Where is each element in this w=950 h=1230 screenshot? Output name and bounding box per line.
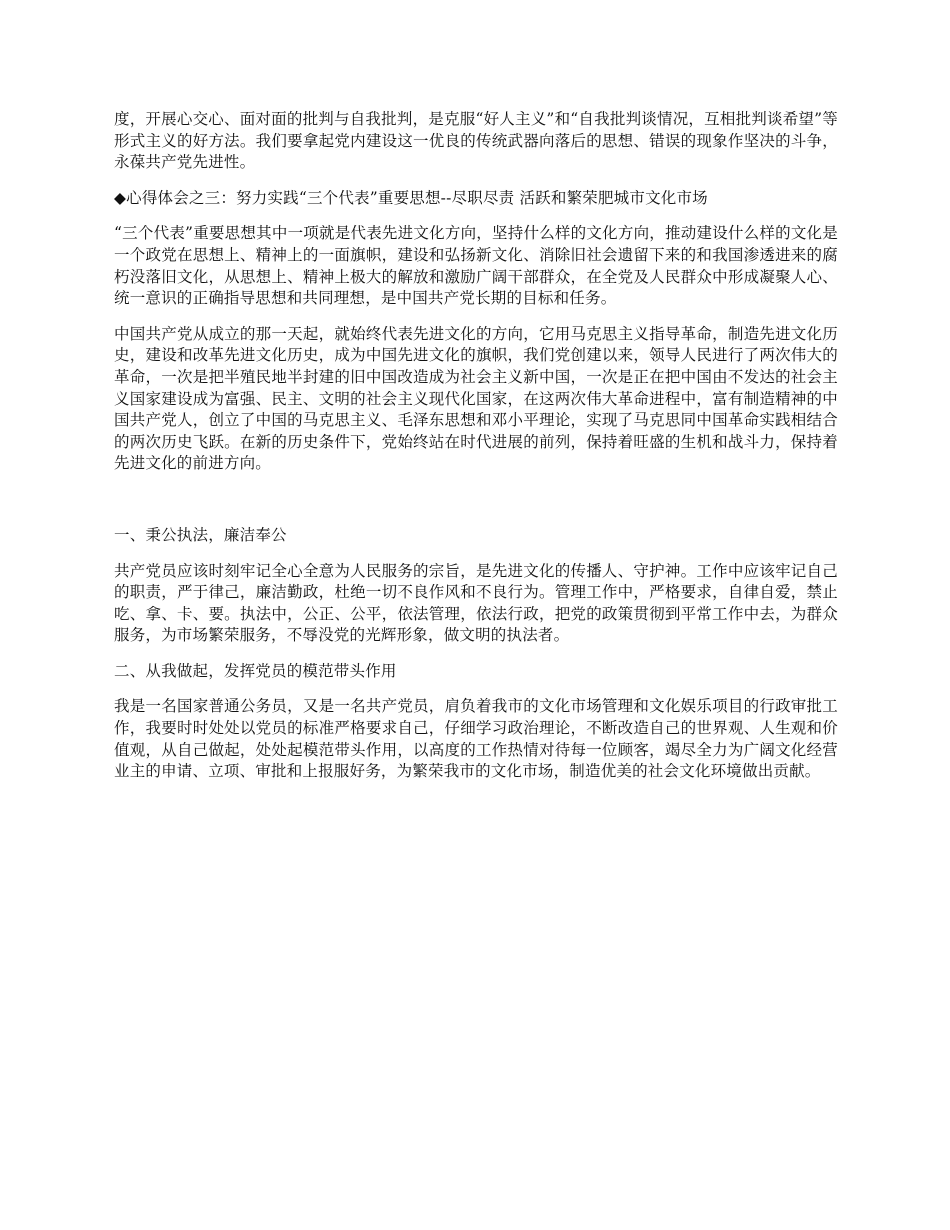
paragraph-model-role: 我是一名国家普通公务员，又是一名共产党员，肩负着我市的文化市场管理和文化娱乐项目的行政审批工作，我要时时处处以党员的标准严格要求自己，仔细学习政治理论，不断改造自己的世界观、人生观和价值观，从自己做起，处处起模范带头作用，以高度的工作热情对待每一位顾客，竭尽全力为广阔文化经营业主的申请、立项、审批和上报服好务，为繁荣我市的文化市场，制造优美的社会文化环境做出贡献。 [114,697,838,781]
paragraph-law-enforcement: 共产党员应该时刻牢记全心全意为人民服务的宗旨，是先进文化的传播人、守护神。工作中应该牢记自己的职责，严于律己，廉洁勤政，杜绝一切不良作风和不良行为。管理工作中，严格要求，自律自爱，禁止吃、拿、卡、要。执法中，公正、公平，依法管理，依法行政，把党的政策贯彻到平常工作中去，为群众服务，为市场繁荣服务，不辱没党的光辉形象，做文明的执法者。 [114,561,838,645]
subheading-model-role: 二、从我做起，发挥党员的模范带头作用 [114,661,397,680]
paragraph-criticism-method: 度，开展心交心、面对面的批判与自我批判，是克服“好人主义”和“自我批判谈情况，互相批判谈希望”等形式主义的好方法。我们要拿起党内建设这一优良的传统武器向落后的思想、错误的现象作坚决的斗争，永葆共产党先进性。 [114,110,838,172]
section-heading-three-represents: ◆心得体会之三：努力实践“三个代表”重要思想--尽职尽责 活跃和繁荣肥城市文化市场 [114,188,708,207]
paragraph-party-history: 中国共产党从成立的那一天起，就始终代表先进文化的方向，它用马克思主义指导革命，制造先进文化历史，建设和改革先进文化历史，成为中国先进文化的旗帜，我们党创建以来，领导人民进行了两次伟大的革命，一次是把半殖民地半封建的旧中国改造成为社会主义新中国，一次是正在把中国由不发达的社会主义国家建设成为富强、民主、文明的社会主义现代化国家，在这两次伟大革命进程中，富有制造精神的中国共产党人，创立了中国的马克思主义、毛泽东思想和邓小平理论，实现了马克思同中国革命实践相结合的两次历史飞跃。在新的历史条件下，党始终站在时代进展的前列，保持着旺盛的生机和战斗力，保持着先进文化的前进方向。 [114,324,838,473]
subheading-law-enforcement: 一、秉公执法，廉洁奉公 [114,525,287,544]
paragraph-advanced-culture: “三个代表”重要思想其中一项就是代表先进文化方向，坚持什么样的文化方向，推动建设什么样的文化是一个政党在思想上、精神上的一面旗帜，建设和弘扬新文化、消除旧社会遗留下来的和我国渗透进来的腐朽没落旧文化，从思想上、精神上极大的解放和激励广阔干部群众，在全党及人民群众中形成凝聚人心、统一意识的正确指导思想和共同理想，是中国共产党长期的目标和任务。 [114,224,838,308]
spacer [114,489,838,525]
document-body [114,109,838,797]
